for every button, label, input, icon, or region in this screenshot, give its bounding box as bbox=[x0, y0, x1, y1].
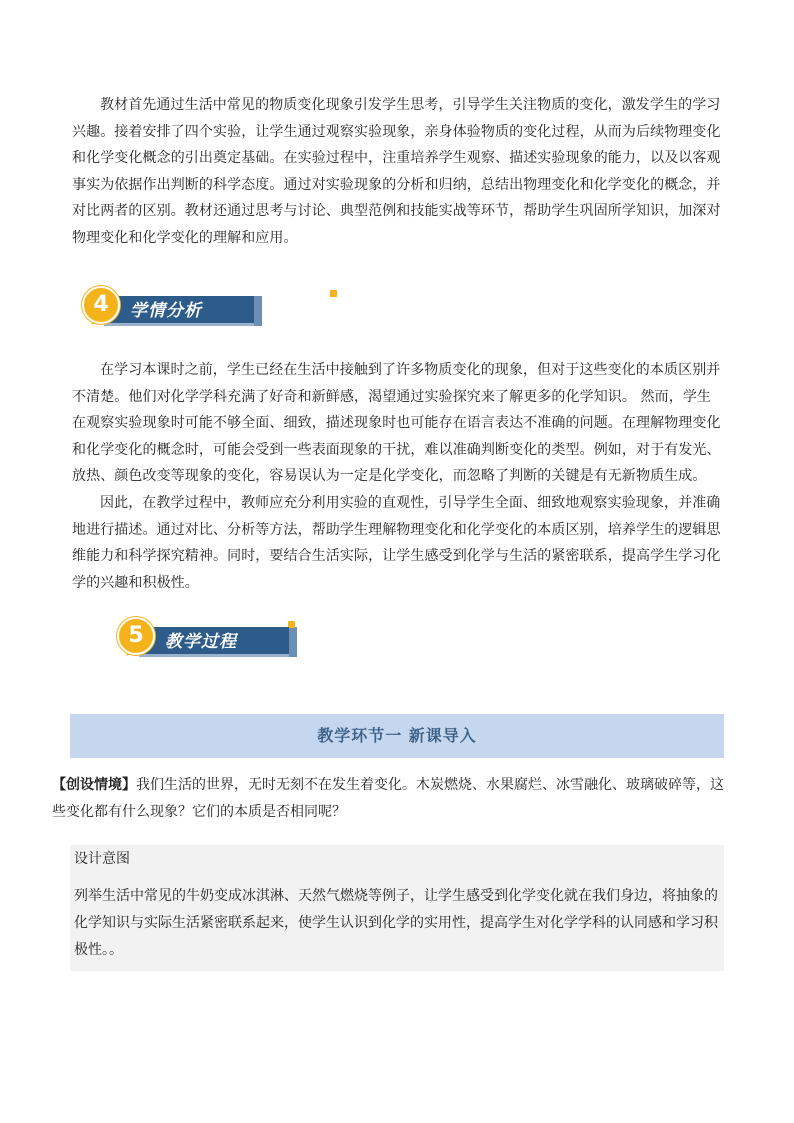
section-number-badge: 5 bbox=[117, 617, 155, 655]
section-heading-teaching-process bbox=[117, 617, 297, 661]
design-intent-text: 列举生活中常见的牛奶变成冰淇淋、天然气燃烧等例子，让学生感受到化学变化就在我们身边，将抽象的化学知识与实际生活紧密联系起来，使学生认识到化学的实用性，提高学生对化学学科的认同感和学习积极性。。 bbox=[74, 888, 718, 958]
decorative-square bbox=[288, 621, 295, 628]
section-title: 学情分析 bbox=[104, 296, 254, 326]
scenario-tag: 【创设情境】 bbox=[52, 777, 136, 793]
intro-paragraph: 教材首先通过生活中常见的物质变化现象引发学生思考，引导学生关注物质的变化，激发学生的学习兴趣。接着安排了四个实验，让学生通过观察实验现象，亲身体验物质的变化过程，从而为后续物理变化和化学变化概念的引出奠定基础。在实验过程中，注重培养学生观察、描述实验现象的能力，以及以客观事实为依据作出判断的科学态度。通过对实验现象的分析和归纳，总结出物理变化和化学变化的概念，并对比两者的区别。教材还通过思考与讨论、典型范例和技能实战等环节，帮助学生巩固所学知识，加深对物理变化和化学变化的理解和应用。 bbox=[72, 97, 721, 246]
section-heading-learner-analysis bbox=[82, 286, 262, 330]
scenario-paragraph bbox=[52, 772, 724, 826]
decorative-square bbox=[330, 290, 337, 297]
design-intent-box bbox=[70, 845, 724, 971]
learner-analysis-paragraph-2: 因此，在教学过程中，教师应充分利用实验的直观性，引导学生全面、细致地观察实验现象，并准确地进行描述。通过对比、分析等方法，帮助学生理解物理变化和化学变化的本质区别，培养学生的逻辑思维能力和科学探究精神。同时，要结合生活实际，让学生感受到化学与生活的紧密联系，提高学生学习化学的兴趣和积极性。 bbox=[72, 495, 721, 591]
title-bar-shade bbox=[289, 627, 297, 657]
design-intent-title: 设计意图 bbox=[74, 851, 130, 867]
learner-analysis-paragraph-1: 在学习本课时之前，学生已经在生活中接触到了许多物质变化的现象，但对于这些变化的本质区别并不清楚。他们对化学学科充满了好奇和新鲜感，渴望通过实验探究来了解更多的化学知识。 然而，学生在观察实验现象时可能不够全面、细致，描述现象时也可能存在语言表达不准确的问题。在理解物理变化和化学变化的概念时，可能会受到一些表面现象的干扰，难以准确判断变化的类型。例如，对于有发光、放热、颜色改变等现象的变化，容易误认为一定是化学变化，而忽略了判断的关键是有无新物质生成。 bbox=[72, 362, 721, 484]
section-title: 教学过程 bbox=[139, 627, 289, 657]
title-bar-shade bbox=[254, 296, 262, 326]
scenario-text: 我们生活的世界，无时无刻不在发生着变化。木炭燃烧、水果腐烂、冰雪融化、玻璃破碎等，这些变化都有什么现象？它们的本质是否相同呢？ bbox=[52, 777, 724, 820]
teaching-stage-banner: 教学环节一 新课导入 bbox=[70, 714, 724, 758]
section-number-badge: 4 bbox=[82, 286, 120, 324]
